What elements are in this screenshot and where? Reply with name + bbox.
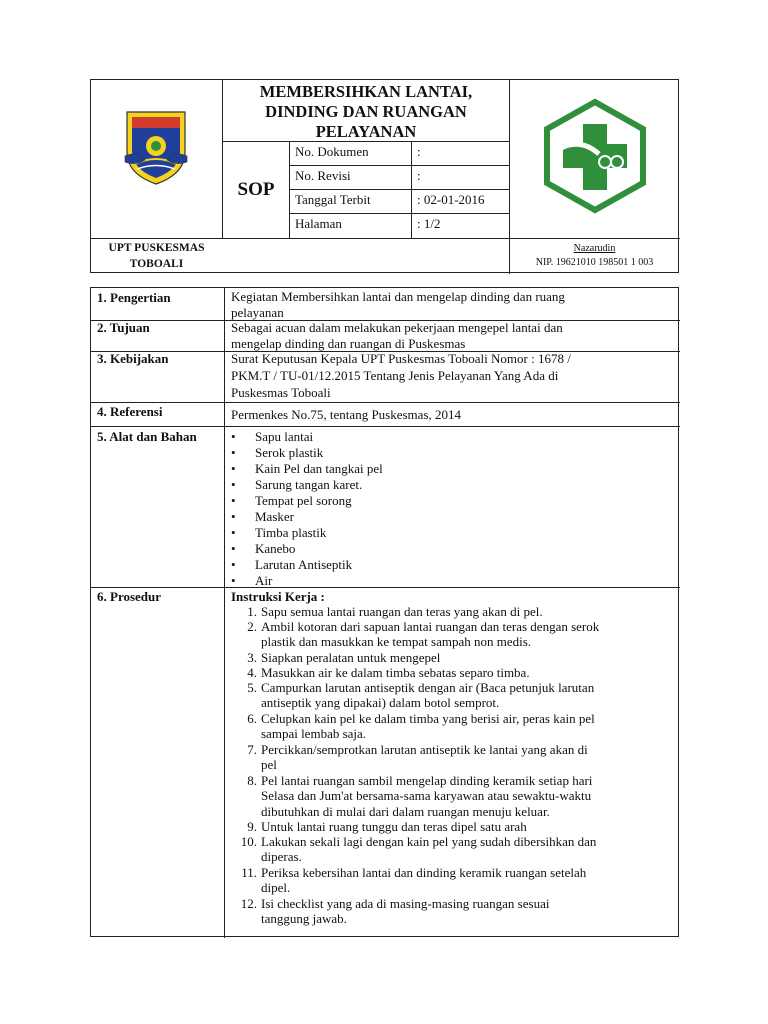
list-item: • Sapu lantai xyxy=(231,429,314,444)
list-item: • Tempat pel sorong xyxy=(231,493,352,508)
list-item: • Timba plastik xyxy=(231,525,327,540)
list-item: • Serok plastik xyxy=(231,445,324,460)
meta-label-dokumen: No. Dokumen xyxy=(295,144,369,159)
sop-header-table xyxy=(90,79,679,273)
organization-name: UPT PUSKESMAS TOBOALI xyxy=(108,242,205,270)
section-label-pengertian: 1. Pengertian xyxy=(97,290,171,305)
list-item: • Larutan Antiseptik xyxy=(231,557,353,572)
sop-title: MEMBERSIHKAN LANTAI, DINDING DAN RUANGAN PELAYANAN xyxy=(259,82,473,141)
divider xyxy=(91,238,680,239)
list-item: • Air xyxy=(231,573,273,588)
meta-value-halaman: : 1/2 xyxy=(417,216,441,231)
meta-label-halaman: Halaman xyxy=(295,216,342,231)
divider xyxy=(91,587,680,588)
divider xyxy=(91,426,680,427)
divider xyxy=(224,288,225,938)
meta-value-revisi: : xyxy=(417,168,421,183)
meta-label-tanggal: Tanggal Terbit xyxy=(295,192,371,207)
section-text-pengertian: Kegiatan Membersihkan lantai dan mengelap dinding dan ruang pelayanan xyxy=(231,289,565,320)
divider xyxy=(289,165,509,166)
meta-value-tanggal: : 02-01-2016 xyxy=(417,192,485,207)
divider xyxy=(289,213,509,214)
signer-name: Nazarudin xyxy=(573,243,616,254)
sop-label: SOP xyxy=(237,179,275,200)
section-label-kebijakan: 3. Kebijakan xyxy=(97,351,169,366)
signer-nip: NIP. 19621010 198501 1 003 xyxy=(535,257,654,268)
section-label-referensi: 4. Referensi xyxy=(97,404,163,419)
divider xyxy=(289,189,509,190)
section-label-prosedur: 6. Prosedur xyxy=(97,589,162,604)
section-label-alat-bahan: 5. Alat dan Bahan xyxy=(97,429,197,444)
list-item: • Sarung tangan karet. xyxy=(231,477,363,492)
meta-value-dokumen: : xyxy=(417,144,421,159)
section-text-tujuan: Sebagai acuan dalam melakukan pekerjaan mengepel lantai dan mengelap dinding dan ruangan di Puskesmas xyxy=(231,320,563,351)
puskesmas-logo-icon xyxy=(537,98,653,214)
list-item: • Masker xyxy=(231,509,294,524)
section-text-kebijakan: Surat Keputusan Kepala UPT Puskesmas Toboali Nomor : 1678 / PKM.T / TU-01/12.2015 Tentang Jenis Pelayanan Yang Ada di Puskesmas Toboali xyxy=(231,351,571,400)
list-item: • Kanebo xyxy=(231,541,296,556)
signer-block xyxy=(509,242,680,270)
section-label-tujuan: 2. Tujuan xyxy=(97,320,150,335)
prosedur-heading: Instruksi Kerja : xyxy=(231,589,325,604)
sop-content-table: 1. Pengertian Kegiatan Membersihkan lantai dan mengelap dinding dan ruang pelayanan 2. Tujuan Sebagai acuan dalam melakukan pekerjaan mengepel lantai dan mengelap dinding dan ruangan di Puskesmas 3. Kebijakan Surat Keputusan Kepala UPT Puskesmas Toboali Nomor : 1678 / PKM.T / TU-01/12.2015 Tentang Jenis Pelayanan Yang Ada di Puskesmas Toboali 4. Referensi Permenkes No.75, tentang Puskesmas, 2014 5. Alat dan Bahan • Sapu lantai • Serok plastik • Kain Pel dan tangkai pel • Sarung tangan karet. • Tempat pel sorong • Masker • Timba plastik • Kanebo • Larutan Antiseptik • Air 6. Prosedur Instruksi Kerja : 1. Sapu semua lantai ruangan dan teras yang akan di pel. 2. Ambil kotoran dari sapuan lantai ruangan dan teras dengan serok plastik dan masukkan ke tempat sampah non medis. 3. Siapkan peralatan untuk mengepel 4. Masukkan air ke dalam timba sebatas separo timba. 5. Campurkan larutan antiseptik dengan air (Baca petunjuk larutan antiseptik yang dipakai) dalam botol semprot. 6. Celupkan kain pel ke dalam timba yang berisi air, peras kain pel sampai lembab saja. 7. Percikkan/semprotkan larutan antiseptik ke lantai yang akan di pel 8. Pel lantai ruangan sambil mengelap dinding keramik setiap hari Selasa dan Jum'at bersama-sama karyawan atau sewaktu-waktu dibutuhkan di mulai dari dalam ruangan menuju keluar. 9. Untuk lantai ruang tunggu dan teras dipel satu arah 10. Lakukan sekali lagi dengan kain pel yang sudah dibersihkan dan diperas. 11. Periksa kebersihan lantai dan dinding keramik ruangan setelah dipel. 12. Isi checklist yang ada di masing-masing ruangan sesuai tanggung jawab. xyxy=(90,287,679,937)
meta-label-revisi: No. Revisi xyxy=(295,168,351,183)
list-item: • Kain Pel dan tangkai pel xyxy=(231,461,383,476)
section-text-referensi: Permenkes No.75, tentang Puskesmas, 2014 xyxy=(231,407,462,422)
regency-seal-icon xyxy=(121,106,191,186)
divider xyxy=(91,402,680,403)
